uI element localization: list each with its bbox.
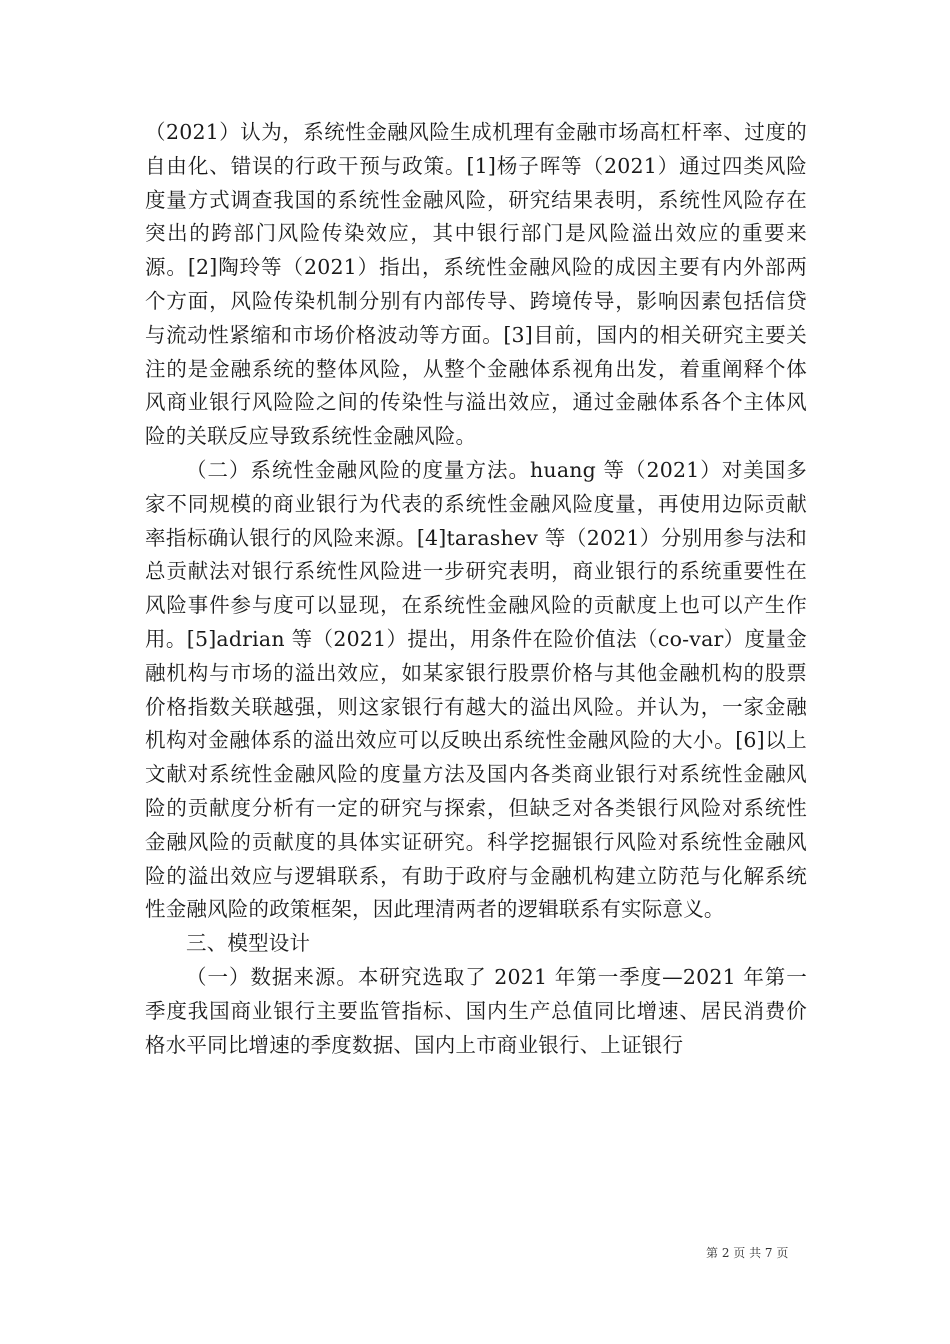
section-heading-model-design: 三、模型设计 bbox=[186, 931, 311, 956]
paragraph-literature-review: （2021）认为，系统性金融风险生成机理有金融市场高杠杆率、过度的自由化、错误的行政干预与政策。[1]杨子晖等（2021）通过四类风险度量方式调查我国的系统性金融风险，研究结果表明，系统性风险存在突出的跨部门风险传染效应，其中银行部门是风险溢出效应的重要来源。[2]陶玲等（2021）指出，系统性金融风险的成因主要有内外部两个方面，风险传染机制分别有内部传导、跨境传导，影响因素包括信贷与流动性紧缩和市场价格波动等方面。[3]目前，国内的相关研究主要关注的是金融系统的整体风险，从整个金融体系视角出发，着重阐释个体风商业银行风险险之间的传染性与溢出效应，通过金融体系各个主体风险的关联反应导致系统性金融风险。 bbox=[145, 120, 807, 449]
paragraph-measurement-methods: （二）系统性金融风险的度量方法。huang 等（2021）对美国多家不同规模的商业银行为代表的系统性金融风险度量，再使用边际贡献率指标确认银行的风险来源。[4]tarashev 等（2021）分别用参与法和总贡献法对银行系统性风险进一步研究表明，商业银行的系统重要性在风险事件参与度可以显现，在系统性金融风险的贡献度上也可以产生作用。[5]adrian 等（2021）提出，用条件在险价值法（co-var）度量金融机构与市场的溢出效应，如某家银行股票价格与其他金融机构的股票价格指数关联越强，则这家银行有越大的溢出风险。并认为，一家金融机构对金融体系的溢出效应可以反映出系统性金融风险的大小。[6]以上文献对系统性金融风险的度量方法及国内各类商业银行对系统性金融风险的贡献度分析有一定的研究与探索，但缺乏对各类银行风险对系统性金融风险的贡献度的具体实证研究。科学挖掘银行风险对系统性金融风险的溢出效应与逻辑联系，有助于政府与金融机构建立防范与化解系统性金融风险的政策框架，因此理清两者的逻辑联系有实际意义。 bbox=[145, 457, 807, 922]
page-number: 第 2 页 共 7 页 bbox=[706, 1246, 789, 1260]
paragraph-data-source: （一）数据来源。本研究选取了 2021 年第一季度—2021 年第一季度我国商业银行主要监管指标、国内生产总值同比增速、居民消费价格水平同比增速的季度数据、国内上市商业银行、上证银行 bbox=[145, 964, 807, 1057]
document-body bbox=[145, 116, 807, 1062]
